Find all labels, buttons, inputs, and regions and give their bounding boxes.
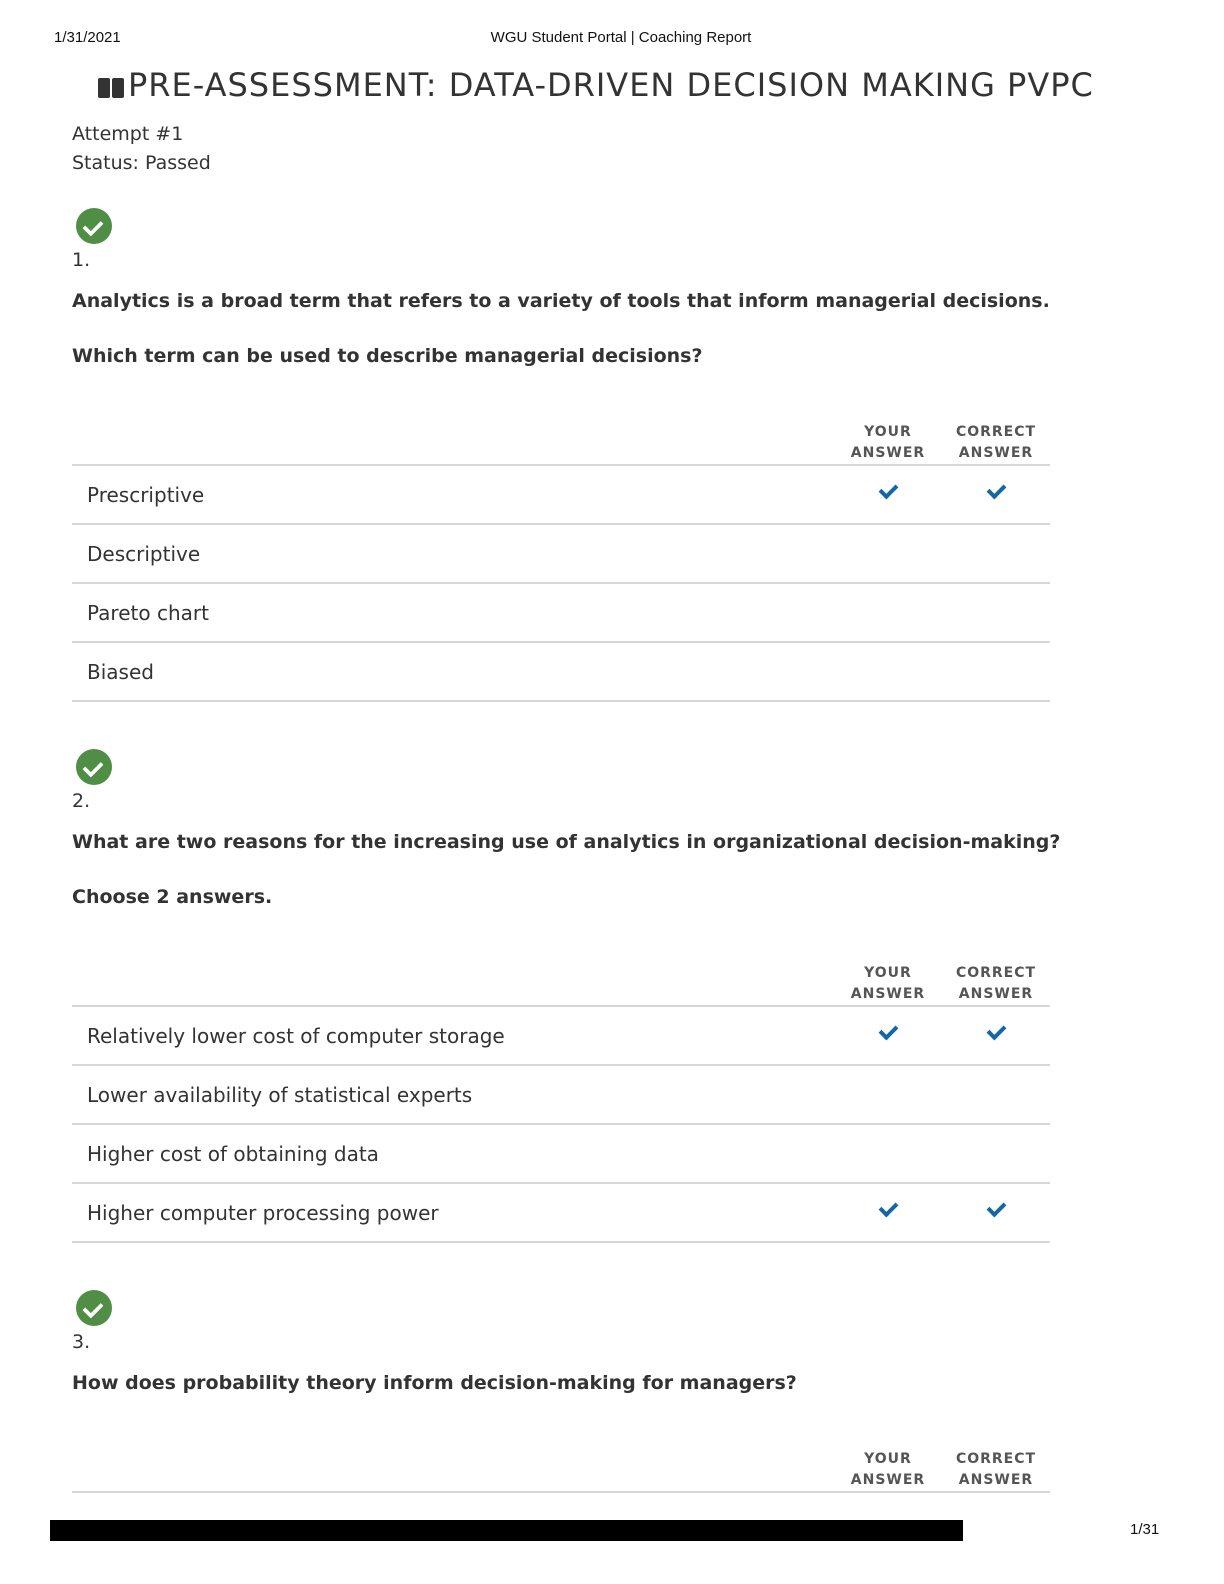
- correct-answer-cell: [942, 642, 1050, 701]
- question-subtext: Choose 2 answers.: [72, 886, 273, 908]
- option-column-header: [72, 403, 834, 465]
- option-column-header: [72, 1430, 834, 1492]
- correct-check-icon: [76, 1290, 112, 1326]
- question-number: 3.: [72, 1331, 91, 1353]
- answers-header-row: [72, 944, 1050, 1006]
- your-answer-cell: [834, 1006, 942, 1065]
- print-header: [0, 29, 1224, 49]
- your-answer-cell: [834, 642, 942, 701]
- correct-answer-cell: [942, 1183, 1050, 1242]
- print-title: WGU Student Portal | Coaching Report: [490, 29, 752, 46]
- question-2: [72, 749, 1061, 1243]
- correct-answer-cell: [942, 524, 1050, 583]
- correct-answer-header: CORRECT ANSWER: [955, 965, 1037, 1002]
- print-date: 1/31/2021: [54, 29, 121, 46]
- answer-row: [72, 1006, 1050, 1065]
- correct-answer-check-icon: [986, 1197, 1006, 1217]
- question-text: What are two reasons for the increasing use of analytics in organizational decision-making?: [72, 831, 1061, 853]
- question-number: 1.: [72, 249, 91, 271]
- page-title: [98, 66, 1094, 104]
- option-label: Lower availability of statistical experts: [72, 1065, 834, 1124]
- book-icon: [98, 78, 124, 98]
- option-label: Higher computer processing power: [72, 1183, 834, 1242]
- option-label: Higher cost of obtaining data: [72, 1124, 834, 1183]
- correct-answer-cell: [942, 1065, 1050, 1124]
- question-text: How does probability theory inform decision-making for managers?: [72, 1372, 797, 1394]
- answer-row: [72, 1065, 1050, 1124]
- correct-answer-header: CORRECT ANSWER: [955, 424, 1037, 461]
- your-answer-check-icon: [878, 1197, 898, 1217]
- attempt-status: Status: Passed: [72, 152, 211, 174]
- correct-check-icon: [76, 208, 112, 244]
- answer-row: [72, 642, 1050, 701]
- answer-row: [72, 524, 1050, 583]
- your-answer-cell: [834, 1124, 942, 1183]
- answer-row: [72, 583, 1050, 642]
- answers-header-row: [72, 1430, 1050, 1492]
- correct-answer-cell: [942, 583, 1050, 642]
- your-answer-cell: [834, 1065, 942, 1124]
- answer-row: [72, 465, 1050, 524]
- correct-check-icon: [76, 749, 112, 785]
- correct-answer-check-icon: [986, 1020, 1006, 1040]
- your-answer-header: YOUR ANSWER: [850, 1451, 926, 1488]
- your-answer-header: YOUR ANSWER: [850, 424, 926, 461]
- page-title-text: PRE-ASSESSMENT: DATA-DRIVEN DECISION MAKING PVPC: [128, 66, 1094, 104]
- question-1: [72, 208, 1050, 702]
- question-number: 2.: [72, 790, 91, 812]
- option-label: Relatively lower cost of computer storage: [72, 1006, 834, 1065]
- your-answer-header: YOUR ANSWER: [850, 965, 926, 1002]
- your-answer-cell: [834, 1183, 942, 1242]
- your-answer-check-icon: [878, 1020, 898, 1040]
- page-number: 1/31: [1130, 1521, 1160, 1538]
- correct-answer-cell: [942, 1124, 1050, 1183]
- option-label: Biased: [72, 642, 834, 701]
- question-text: Analytics is a broad term that refers to a variety of tools that inform managerial decisions.: [72, 290, 1050, 312]
- question-3: [72, 1290, 1050, 1493]
- your-answer-cell: [834, 583, 942, 642]
- option-label: Descriptive: [72, 524, 834, 583]
- answers-header-row: [72, 403, 1050, 465]
- your-answer-check-icon: [878, 479, 898, 499]
- answers-table: [72, 403, 1050, 702]
- redacted-footer-bar: [50, 1520, 963, 1541]
- option-label: Pareto chart: [72, 583, 834, 642]
- your-answer-cell: [834, 524, 942, 583]
- attempt-number: Attempt #1: [72, 123, 184, 145]
- question-subtext: Which term can be used to describe managerial decisions?: [72, 345, 703, 367]
- answer-row: [72, 1124, 1050, 1183]
- your-answer-cell: [834, 465, 942, 524]
- correct-answer-cell: [942, 465, 1050, 524]
- answers-table: [72, 944, 1050, 1243]
- answers-table: [72, 1430, 1050, 1493]
- option-label: Prescriptive: [72, 465, 834, 524]
- option-column-header: [72, 944, 834, 1006]
- attempt-meta: [72, 120, 211, 178]
- correct-answer-header: CORRECT ANSWER: [955, 1451, 1037, 1488]
- correct-answer-check-icon: [986, 479, 1006, 499]
- answer-row: [72, 1183, 1050, 1242]
- correct-answer-cell: [942, 1006, 1050, 1065]
